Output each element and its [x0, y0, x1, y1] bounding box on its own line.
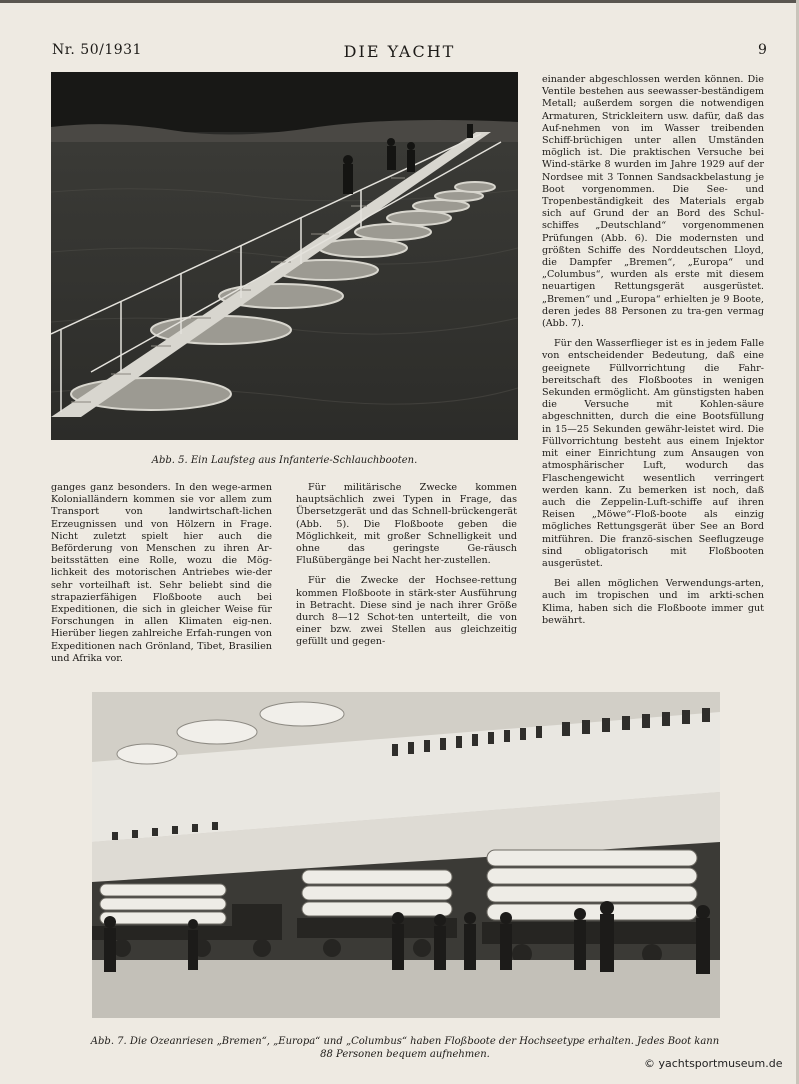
right-column-paragraph-3: Bei allen möglichen Verwendungs-arten, auch im tropischen und im arkti-schen Klima, haben sich die Floßboote immer gut bewährt. [542, 578, 764, 626]
right-column-paragraph-2: Für den Wasserflieger ist es in jedem Falle von entscheidender Bedeutung, daß eine geeignete Füllvorrichtung die Fahr-bereitschaft des Floßbootes in wenigen Sekunden ermöglicht. Am günstigsten haben die Versuche mit Kohlen-säure abgeschnitten, durch die eine Bootsfüllung in 15—25 Sekunden gewähr-leistet wird. Die Füllvorrichtung besteht aus einem Injektor mit einer Einrichtung zum Ansaugen von atmosphärischer Luft, wodurch das Flaschengewicht wesentlich verringert werden kann. Zu bemerken ist noch, daß auch die Zeppelin-Luft-schiffe auf ihren Reisen „Möwe“-Floß-boote als einzig mögliches Rettungsgerät über See an Bord mitführen. Die franzö-sischen Seeflugzeuge sind obligatorisch mit Floßbooten ausgerüstet. [542, 338, 764, 569]
left-column [51, 482, 272, 673]
issue-number: Nr. 50/1931 [52, 42, 142, 58]
magazine-title: DIE YACHT [343, 42, 456, 61]
middle-column [296, 482, 517, 657]
right-column-paragraph-1: einander abgeschlossen werden können. Die Ventile bestehen aus seewasser-beständigem Metall; außerdem sorgen die notwendigen Armaturen, Strickleitern usw. dafür, daß das Auf-nehmen von im Wasser treibenden Schiff-brüchigen unter allen Umständen möglich ist. Die praktischen Versuche bei Wind-stärke 8 wurden im Jahre 1929 auf der Nordsee mit 3 Tonnen Sandsackbelastung je Boot vorgenommen. Die See- und Tropenbeständigkeit des Materials ergab sich auf Grund der an Bord des Schul-schiffes „Deutschland“ vorgenommenen Prüfungen (Abb. 6). Die modernsten und größten Schiffe des Norddeutschen Lloyd, die Dampfer „Bremen“, „Europa“ und „Columbus“, wurden als erste mit diesem neuartigen Rettungsgerät ausgerüstet. „Bremen“ und „Europa“ erhielten je 9 Boote, deren jedes 88 Personen zu tra-gen vermag (Abb. 7). [542, 74, 764, 330]
page-number: 9 [758, 42, 768, 58]
left-column-paragraph-1: ganges ganz besonders. In den wege-armen Kolonialländern kommen sie vor allem zum Transport von landwirtschaft-lichen Erzeugnissen und von Hölzern in Frage. Nicht zuletzt spielt hier auch die Beförderung von Menschen zu ihren Ar-beitsstätten eine Rolle, wozu die Mög-lichkeit des motorischen Antriebes wie-der sehr vorteilhaft ist. Sehr beliebt sind die strapazierfähigen Floßboote auch bei Expeditionen, die sich in gleicher Weise für Forschungen in allen Klimaten eig-nen. Hierüber liegen zahlreiche Erfah-rungen von Expeditionen nach Grönland, Tibet, Brasilien und Afrika vor. [51, 482, 272, 664]
figure-5-photo [51, 72, 518, 440]
figure-7-caption-line-1: Abb. 7. Die Ozeanriesen „Bremen“, „Europa“ und „Columbus“ haben Floßboote der Hochseetype erhalten. Jedes Boot kann [90, 1036, 720, 1047]
page-top-edge [0, 0, 799, 3]
middle-column-paragraph-2: Für die Zwecke der Hochsee-rettung kommen Floßboote in stärk-ster Ausführung in Betracht. Diese sind je nach ihrer Größe durch 8—12 Schot-ten unterteilt, die von einer bzw. zwei Stellen aus gleichzeitig gefüllt und gegen- [296, 575, 517, 648]
right-column [542, 74, 764, 635]
watermark: © yachtsportmuseum.de [644, 1057, 783, 1070]
middle-column-paragraph-1: Für militärische Zwecke kommen hauptsächlich zwei Typen in Frage, das Übersetzgerät und das Schnell-brückengerät (Abb. 5). Die Floßboote geben die Möglichkeit, mit großer Schnelligkeit und ohne das geringste Ge-räusch Flußübergänge bei Nacht her-zustellen. [296, 482, 517, 567]
figure-7-photo [92, 692, 720, 1018]
figure-5-caption: Abb. 5. Ein Laufsteg aus Infanterie-Schlauchbooten. [151, 455, 418, 466]
figure-7-caption-line-2: 88 Personen bequem aufnehmen. [320, 1049, 490, 1060]
